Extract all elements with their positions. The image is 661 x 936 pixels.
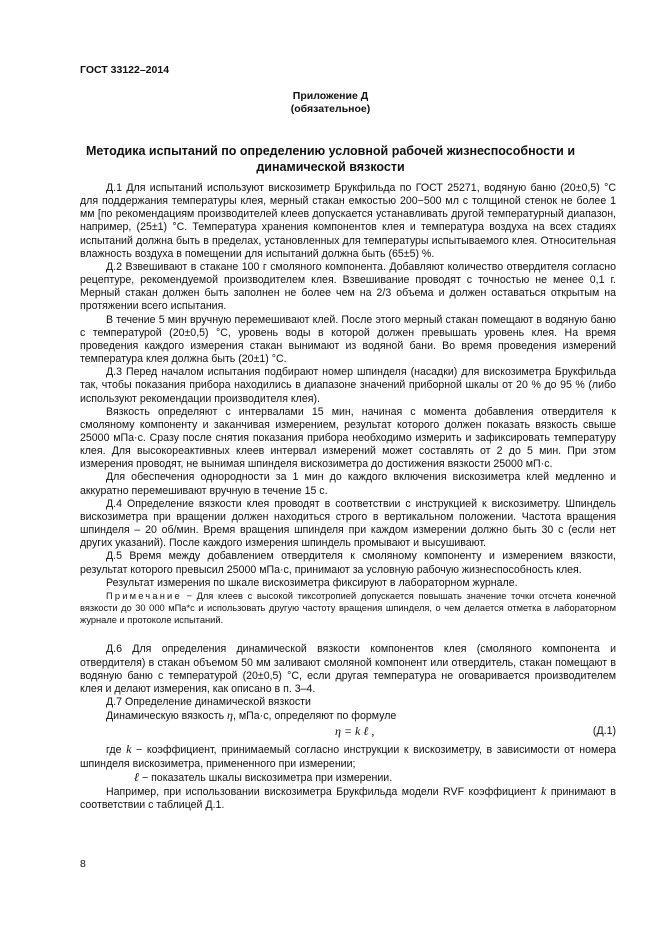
paragraph-d6: Д.6 Для определения динамической вязкости компонентов клея (смоляного компонента и отвердителя) в стакан объемом 50 мм заливают смоляной компонент или отвердитель, стакан помещают в водяную баню с температурой (20±0,5) °С, если другая температура не оговаривается производителем клея и делают измерения, как описано в п. 3–4. [80,643,616,695]
paragraph-mixing: В течение 5 мин вручную перемешивают клей. После этого мерный стакан помещают в водяную баню с температурой (20±0,5) °С, уровень воды в которой должен превышать уровень клея. На время проведения каждого измерения стакан вынимают из водяной бани. Во время проведения измерений температура клея должна быть (20±1) °С. [80,313,616,366]
formula-number: (Д.1) [592,725,616,738]
document-body [80,182,616,812]
paragraph-where-l [80,771,616,785]
text-run: , мПа·с, определяют по формуле [233,710,397,723]
formula-d1 [80,724,616,740]
l-symbol: ℓ [134,769,139,784]
k-symbol: k [126,742,132,757]
paragraph-d3: Д.3 Перед началом испытания подбирают номер шпинделя (насадки) для вискозиметра Брукфильда так, чтобы показания прибора находились в диапазоне значений приборной шкалы от 20 % до 95 % (либо используют рекомендации производителя клея). [80,366,616,405]
k-symbol: k [541,783,547,798]
formula-expression: η = k ℓ , [335,724,375,739]
paragraph-d4: Д.4 Определение вязкости клея проводят в соответствии с инструкцией к вискозиметру. Шпиндель вискозиметра при вращении должен находиться строго в вертикальном положении. Частота вращения шпинделя – 20 об/мин. Время вращения шпинделя при каждом измерении должно быть 30 с (если нет других указаний). После каждого измерения шпиндель промывают и высушивают. [80,497,616,550]
paragraph-example [80,785,616,812]
note [80,590,616,627]
text-run: Динамическую вязкость [106,710,228,723]
text-run: − коэффициент, принимаемый согласно инструкции к вискозиметру, в зависимости от номера шпинделя вискозиметра, примененного при измерении; [80,744,617,770]
paragraph-d2: Д.2 Взвешивают в стакане 100 г смоляного компонента. Добавляют количество отвердителя согласно рецептуре, рекомендуемой производителем клея. Взвешивание проводят с точностью не менее 0,1 г. Мерный стакан должен быть заполнен не более чем на 2/3 объема и должен оставаться открытым на протяжении всего испытания. [80,260,616,313]
spacer [80,626,616,643]
paragraph-homogeneity: Для обеспечения однородности за 1 мин до каждого включения вискозиметра клей медленно и аккуратно перемешивают вручную в течение 15 с. [80,471,616,497]
appendix-heading [0,90,661,116]
paragraph-where-k [80,743,616,770]
text-run: принимают в соответствии с таблицей Д.1. [80,785,616,812]
section-title [60,143,601,175]
paragraph-result: Результат измерения по шкале вискозиметра фиксируют в лабораторном журнале. [106,576,518,589]
appendix-label: Приложение Д [292,90,369,102]
paragraph-viscosity-formula-intro [80,709,616,723]
text-run: Например, при использовании вискозиметра Брукфильда модели RVF коэффициент [106,785,541,798]
text-run: − показатель шкалы вискозиметра при измерении. [139,771,393,784]
section-title-line-1: Методика испытаний по определению условной рабочей жизнеспособности и [85,144,576,158]
note-label: Примечание [106,590,182,601]
paragraph-intervals: Вязкость определяют с интервалами 15 мин, начиная с момента добавления отвердителя к смоляному компоненту и заканчивая измерением, результат которого должен показать вязкость свыше 25000 мПа·с. Сразу после снятия показания прибора необходимо измерить и зафиксировать температуру клея. Для высокореактивных клеев интервал измерений может составлять от 2 до 5 мин. При этом измерения проводят, не вынимая шпинделя вискозиметра до достижения вязкости 25000 мП·с. [80,405,616,471]
appendix-status: (обязательное) [290,103,371,115]
paragraph-d7: Д.7 Определение динамической вязкости [106,696,311,709]
eta-symbol: η [227,708,233,723]
paragraph-d5: Д.5 Время между добавлением отвердителя к смоляному компоненту и измерением вязкости, результат которого превысил 25000 мПа·с, принимают за условную рабочую жизнеспособность клея. [80,550,616,576]
note-text: − Для клеев с высокой тиксотропией допускается повышать значение точки отсчета конечной вязкости до 30 000 мПа*с и использовать другую частоту вращения шпинделя, о чем делается отметка в лабораторном журнале и протоколе испытаний. [80,590,616,626]
standard-code: ГОСТ 33122–2014 [80,64,170,76]
text-run: где [106,744,127,757]
page-number: 8 [80,858,86,870]
section-title-line-2: динамической вязкости [256,160,405,174]
paragraph-d1: Д.1 Для испытаний используют вискозиметр Брукфильда по ГОСТ 25271, водяную баню (20±0,5) °С для поддержания температуры клея, мерный стакан емкостью 200−500 мл с толщиной стенок не более 1 мм [по рекомендациям производителей клеев допускается устанавливать другой температурный диапазон, например, (25±1) °С. Температура хранения компонентов клея и температура воздуха на всех стадиях испытаний должна быть в пределах, установленных для температуры испытываемого клея. Относительная влажность воздуха в помещении для испытаний должна быть (65±5) %. [80,182,616,260]
